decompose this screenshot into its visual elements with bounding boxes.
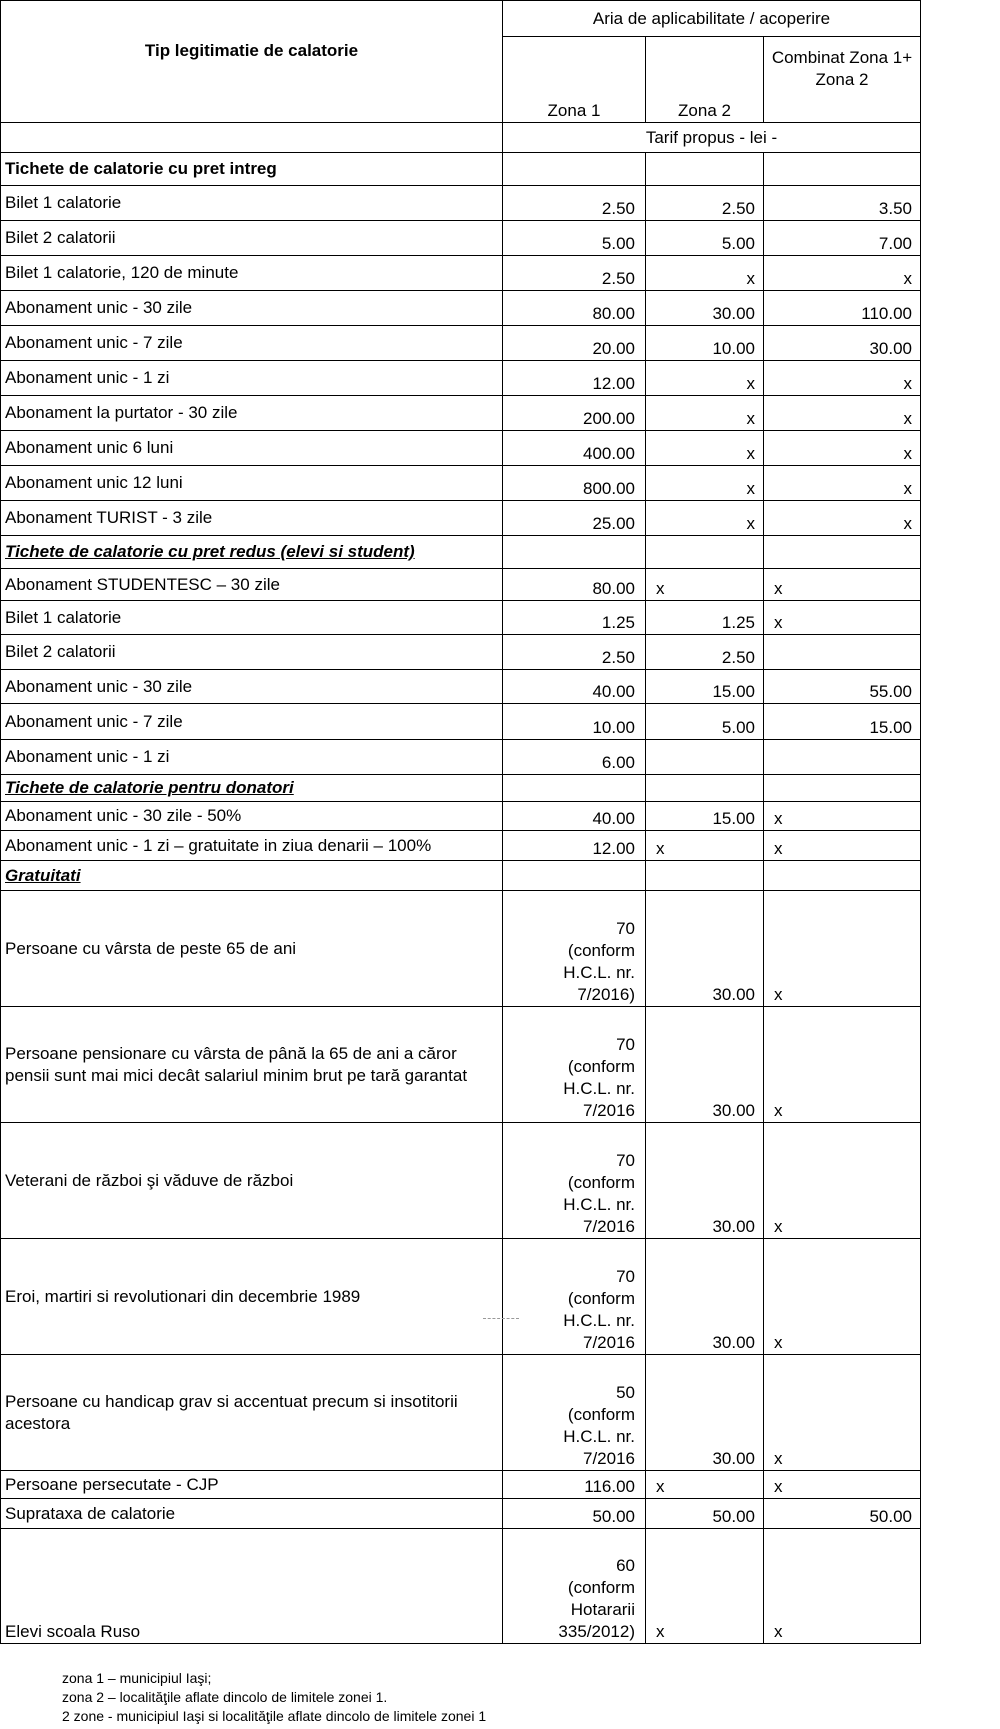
cell-z2: 5.00 (646, 221, 764, 256)
table-row (1, 601, 921, 635)
table-row (1, 1123, 921, 1239)
cell-z1: 400.00 (503, 431, 646, 466)
cell-z2: x (646, 431, 764, 466)
cell-comb (764, 740, 921, 775)
cell-value: 70 (conform H.C.L. nr. 7/2016 (563, 1151, 635, 1236)
cell-comb: x (764, 1007, 921, 1123)
cell-comb: x (764, 361, 921, 396)
row-label: Persoane cu vârsta de peste 65 de ani (1, 891, 503, 1007)
cell-z2 (646, 740, 764, 775)
cell-comb: x (764, 431, 921, 466)
blank-cell (503, 775, 646, 802)
cell-value: 60 (conform Hotararii 335/2012) (558, 1556, 635, 1641)
blank-cell (503, 153, 646, 186)
blank-cell (764, 536, 921, 569)
table-row (1, 256, 921, 291)
cell-z2: 30.00 (646, 1007, 764, 1123)
cell-z1 (503, 1355, 646, 1471)
blank-cell (764, 861, 921, 891)
table-row (1, 802, 921, 831)
cell-comb: x (764, 802, 921, 831)
row-label: Suprataxa de calatorie (1, 1499, 503, 1529)
row-label: Abonament unic - 7 zile (1, 704, 503, 740)
blank-cell (503, 536, 646, 569)
cell-z1: 40.00 (503, 670, 646, 704)
row-label: Abonament unic - 1 zi (1, 740, 503, 775)
row-label: Abonament TURIST - 3 zile (1, 501, 503, 536)
table-row (1, 501, 921, 536)
cell-z1: 80.00 (503, 291, 646, 326)
cell-z1: 2.50 (503, 635, 646, 670)
cell-z1: 2.50 (503, 256, 646, 291)
stray-mark (483, 1318, 519, 1319)
cell-z2: x (646, 831, 764, 861)
table-row (1, 396, 921, 431)
section-row (1, 536, 921, 569)
row-label: Abonament unic 6 luni (1, 431, 503, 466)
cell-z2: 30.00 (646, 1239, 764, 1355)
blank-cell (764, 153, 921, 186)
table-row (1, 326, 921, 361)
section-title: Tichete de calatorie cu pret redus (elevi si student) (1, 536, 503, 569)
cell-z2: x (646, 256, 764, 291)
row-label: Bilet 1 calatorie, 120 de minute (1, 256, 503, 291)
table-row (1, 1007, 921, 1123)
cell-comb: 55.00 (764, 670, 921, 704)
row-label: Bilet 1 calatorie (1, 601, 503, 635)
footnote: 2 zone - municipiul Iaşi si localităţile aflate dincolo de limitele zonei 1 (62, 1708, 487, 1724)
cell-comb: x (764, 1355, 921, 1471)
cell-z1: 80.00 (503, 569, 646, 601)
table-row (1, 831, 921, 861)
cell-z1 (503, 1123, 646, 1239)
blank-cell (646, 775, 764, 802)
cell-z2: 30.00 (646, 1123, 764, 1239)
cell-value: 70 (conform H.C.L. nr. 7/2016) (563, 919, 635, 1004)
blank-cell (1, 123, 503, 153)
cell-comb: 30.00 (764, 326, 921, 361)
cell-z2: x (646, 396, 764, 431)
cell-z2: x (646, 1471, 764, 1499)
cell-z2: 1.25 (646, 601, 764, 635)
blank-cell (503, 861, 646, 891)
cell-z1: 200.00 (503, 396, 646, 431)
table-row (1, 704, 921, 740)
cell-z2: 5.00 (646, 704, 764, 740)
row-label: Abonament unic - 30 zile - 50% (1, 802, 503, 831)
cell-z1: 12.00 (503, 361, 646, 396)
row-label: Eroi, martiri si revolutionari din decembrie 1989 (1, 1239, 503, 1355)
footnotes (62, 1669, 486, 1726)
coverage-header: Aria de aplicabilitate / acoperire (503, 1, 921, 37)
table-row (1, 1355, 921, 1471)
cell-z1: 116.00 (503, 1471, 646, 1499)
row-label: Persoane cu handicap grav si accentuat precum si insotitorii acestora (1, 1355, 503, 1471)
cell-z1 (503, 1529, 646, 1644)
cell-z1: 40.00 (503, 802, 646, 831)
row-label: Persoane pensionare cu vârsta de până la 65 de ani a căror pensii sunt mai mici decât salariul minim brut pe tară garantat (1, 1007, 503, 1123)
table-row (1, 431, 921, 466)
row-label: Bilet 2 calatorii (1, 221, 503, 256)
cell-z2: x (646, 569, 764, 601)
row-label: Veterani de război şi văduve de război (1, 1123, 503, 1239)
column-title: Tip legitimatie de calatorie (1, 1, 503, 123)
row-label: Elevi scoala Ruso (1, 1529, 503, 1644)
row-label: Abonament unic - 7 zile (1, 326, 503, 361)
section-title: Gratuitati (1, 861, 503, 891)
table-row (1, 1239, 921, 1355)
cell-z2: x (646, 466, 764, 501)
cell-z1: 10.00 (503, 704, 646, 740)
cell-z2: 30.00 (646, 1355, 764, 1471)
cell-z1 (503, 1239, 646, 1355)
cell-z1: 12.00 (503, 831, 646, 861)
cell-z1: 6.00 (503, 740, 646, 775)
cell-z1: 5.00 (503, 221, 646, 256)
cell-comb: 50.00 (764, 1499, 921, 1529)
cell-comb: x (764, 569, 921, 601)
row-label: Abonament unic - 1 zi (1, 361, 503, 396)
cell-z2: x (646, 501, 764, 536)
cell-z2: 15.00 (646, 670, 764, 704)
cell-z2: 30.00 (646, 291, 764, 326)
cell-comb: x (764, 466, 921, 501)
table-row (1, 635, 921, 670)
blank-cell (764, 775, 921, 802)
cell-comb: x (764, 1239, 921, 1355)
table-row (1, 291, 921, 326)
section-row (1, 153, 921, 186)
cell-z1: 20.00 (503, 326, 646, 361)
cell-comb: 7.00 (764, 221, 921, 256)
cell-comb: 110.00 (764, 291, 921, 326)
cell-z1: 2.50 (503, 186, 646, 221)
row-label: Abonament unic - 30 zile (1, 291, 503, 326)
row-label: Abonament unic - 1 zi – gratuitate in ziua denarii – 100% (1, 831, 503, 861)
row-label: Persoane persecutate - CJP (1, 1471, 503, 1499)
cell-comb: x (764, 1529, 921, 1644)
table-row (1, 466, 921, 501)
cell-z1: 1.25 (503, 601, 646, 635)
cell-z2: 15.00 (646, 802, 764, 831)
cell-comb: x (764, 1471, 921, 1499)
section-row (1, 775, 921, 802)
row-label: Abonament STUDENTESC – 30 zile (1, 569, 503, 601)
section-title: Tichete de calatorie cu pret intreg (1, 153, 503, 186)
cell-z2: x (646, 1529, 764, 1644)
combined-header: Combinat Zona 1+ Zona 2 (764, 37, 921, 123)
table-row (1, 186, 921, 221)
row-label: Bilet 1 calatorie (1, 186, 503, 221)
cell-z2: 2.50 (646, 635, 764, 670)
row-label: Bilet 2 calatorii (1, 635, 503, 670)
row-label: Abonament la purtator - 30 zile (1, 396, 503, 431)
cell-z1: 50.00 (503, 1499, 646, 1529)
cell-value: 70 (conform H.C.L. nr. 7/2016 (563, 1267, 635, 1352)
table-row (1, 891, 921, 1007)
row-label: Abonament unic 12 luni (1, 466, 503, 501)
cell-value: 70 (conform H.C.L. nr. 7/2016 (563, 1035, 635, 1120)
cell-comb: x (764, 891, 921, 1007)
blank-cell (646, 153, 764, 186)
cell-value: 50 (conform H.C.L. nr. 7/2016 (563, 1383, 635, 1468)
table-row (1, 1499, 921, 1529)
cell-comb: x (764, 601, 921, 635)
zone1-header: Zona 1 (503, 37, 646, 123)
tariff-header: Tarif propus - lei - (503, 123, 921, 153)
footnote: zona 1 – municipiul Iaşi; (62, 1670, 212, 1686)
section-title: Tichete de calatorie pentru donatori (1, 775, 503, 802)
table-row (1, 1471, 921, 1499)
footnote: zona 2 – localităţile aflate dincolo de limitele zonei 1. (62, 1689, 388, 1705)
blank-cell (646, 861, 764, 891)
cell-z1 (503, 1007, 646, 1123)
table-row (1, 1529, 921, 1644)
table-row (1, 221, 921, 256)
cell-comb: x (764, 1123, 921, 1239)
section-row (1, 861, 921, 891)
cell-comb: x (764, 501, 921, 536)
zone2-header: Zona 2 (646, 37, 764, 123)
cell-z1: 25.00 (503, 501, 646, 536)
table-row (1, 361, 921, 396)
cell-z2: x (646, 361, 764, 396)
cell-z2: 2.50 (646, 186, 764, 221)
blank-cell (646, 536, 764, 569)
cell-z2: 10.00 (646, 326, 764, 361)
cell-z2: 50.00 (646, 1499, 764, 1529)
cell-comb: 3.50 (764, 186, 921, 221)
table-row (1, 569, 921, 601)
cell-comb (764, 635, 921, 670)
row-label: Abonament unic - 30 zile (1, 670, 503, 704)
table-row (1, 740, 921, 775)
cell-z1: 800.00 (503, 466, 646, 501)
cell-z1 (503, 891, 646, 1007)
cell-comb: x (764, 256, 921, 291)
cell-comb: x (764, 396, 921, 431)
table-row (1, 670, 921, 704)
cell-comb: 15.00 (764, 704, 921, 740)
cell-comb: x (764, 831, 921, 861)
cell-z2: 30.00 (646, 891, 764, 1007)
